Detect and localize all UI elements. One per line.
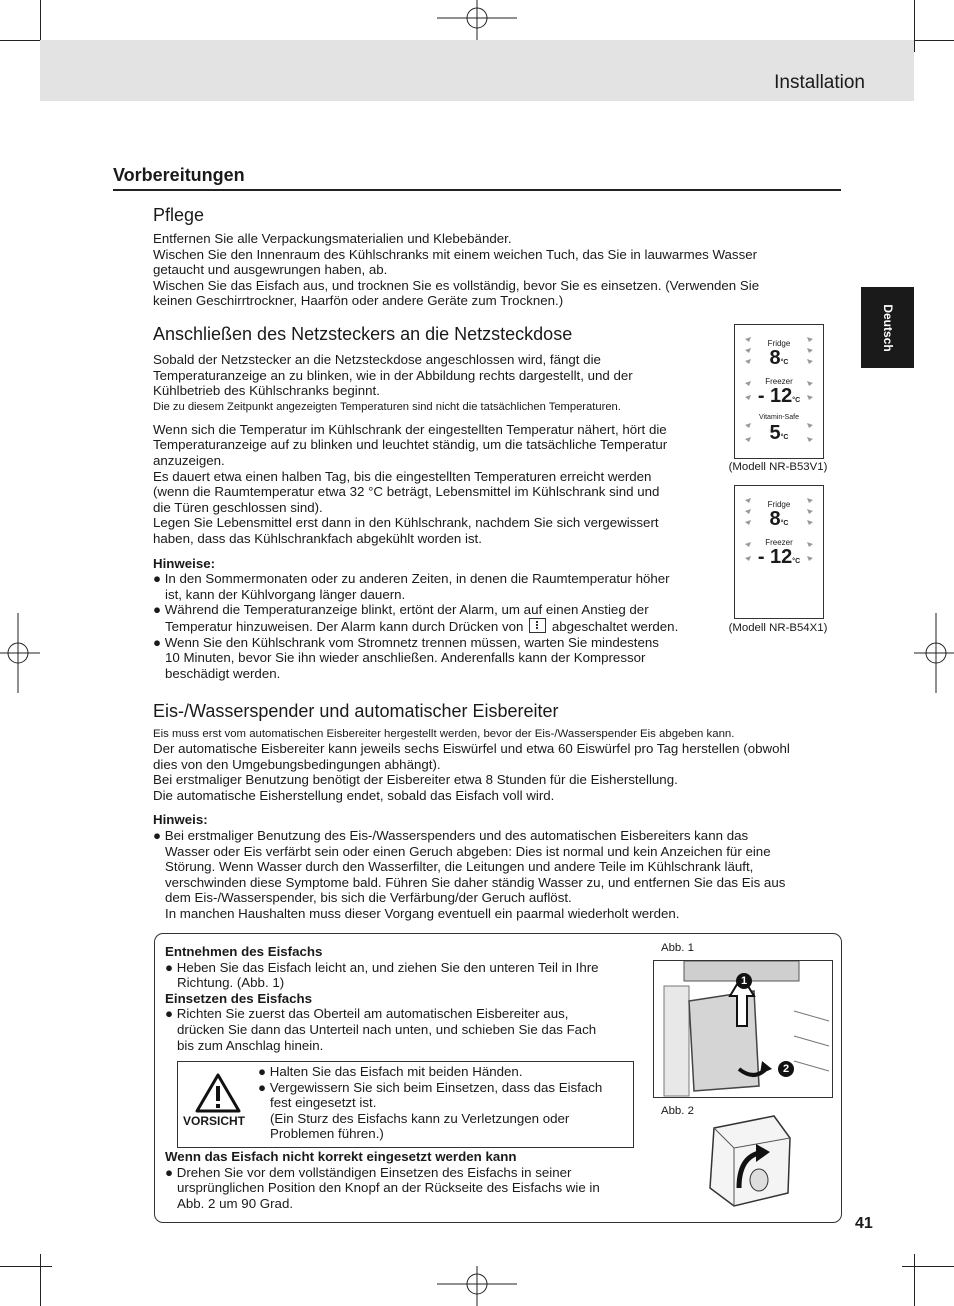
text-line: keinen Geschirrtrockner, Haarfön oder andere Geräte zum Trocknen.): [153, 293, 564, 309]
language-tab-label: Deutsch: [880, 303, 895, 352]
bullet-item: ● Während die Temperaturanzeige blinkt, ertönt der Alarm, um auf einen Anstieg der Temperatur hinzuweisen. Der Alarm kann durch Drücken von abgeschaltet werden.: [153, 602, 679, 634]
warning-triangle-icon: [195, 1073, 241, 1113]
hinweise-label: Hinweise:: [153, 555, 216, 571]
text-line: Bei erstmaliger Benutzung des Eis-/Wasserspenders und des automatischen Eisbereiters kann das: [164, 827, 749, 843]
text-line: dem Eis-/Wasserspender, bis sich die Verfärbung/der Geruch auflöst.: [165, 890, 572, 906]
registration-mark-top: [437, 0, 517, 40]
display-label: Freezer: [765, 377, 793, 386]
display-label: Vitamin-Safe: [759, 414, 799, 421]
text-line: Die automatische Eisherstellung endet, sobald das Eisfach voll wird.: [153, 787, 555, 803]
netz-text: [153, 352, 723, 681]
registration-mark-right: [914, 613, 954, 693]
text-line: Legen Sie Lebensmittel erst dann in den Kühlschrank, nachdem Sie sich vergewissert: [153, 515, 659, 531]
caution-label: VORSICHT: [183, 1114, 246, 1128]
display-label: Freezer: [765, 538, 793, 547]
registration-mark-bottom: [437, 1266, 517, 1306]
language-tab: [861, 287, 914, 368]
eis-small-line: Eis muss erst vom automatischen Eisbereiter hergestellt werden, bevor der Eis-/Wasserspender Eis abgeben kann.: [153, 728, 735, 740]
text-line: Kühlbetrieb des Kühlschranks beginnt.: [153, 383, 380, 399]
pflege-heading: Pflege: [153, 205, 205, 225]
temperature-display-nr-b54x1: [734, 485, 824, 619]
crop-mark: [914, 0, 915, 52]
header-section-label: Installation: [774, 72, 865, 93]
wenn-title: Wenn das Eisfach nicht korrekt eingesetzt werden kann: [165, 1149, 517, 1164]
wenn-instructions: Wenn das Eisfach nicht korrekt eingesetzt werden kann ● Drehen Sie vor dem vollständigen Einsetzen des Eisfachs in seiner ursprünglichen Position den Knopf an der Rückseite des Eisfachs wie in Abb. 2 um 90 Grad.: [165, 1149, 645, 1211]
display-label: Fridge: [767, 339, 791, 348]
eisfach-instructions: Entnehmen des Eisfachs ● Heben Sie das Eisfach leicht an, und ziehen Sie den unteren Teil in Ihre Richtung. (Abb. 1) Einsetzen des Eisfachs ● Richten Sie zuerst das Oberteil am automatischen Eisbereiter aus, drücken Sie dann das Unterteil nach unten, und schieben Sie das Fach bis zum Anschlag hinein.: [165, 944, 640, 1053]
abb1-figure: [653, 960, 833, 1098]
bullet-item: ● In den Sommermonaten oder zu anderen Zeiten, in denen die Raumtemperatur höher ist, kann der Kühlvorgang länger dauern.: [153, 571, 670, 602]
registration-mark-left: [0, 613, 40, 693]
display-value: - 12°C: [757, 546, 801, 568]
text-line: Temperaturanzeige auf zu blinken und leuchtet ständig, um die tatsächliche Temperatur: [153, 437, 668, 453]
text-line: getaucht und ausgewrungen haben, ab.: [153, 262, 388, 278]
display-caption: (Modell NR-B54X1): [728, 622, 828, 634]
crop-mark: [0, 1266, 52, 1267]
step-1-badge: 1: [736, 973, 752, 989]
crop-mark: [40, 1254, 41, 1306]
ice-tray-knob-illustration: [704, 1108, 796, 1210]
text-line: haben, dass das Kühlschrankfach abgekühlt worden ist.: [153, 530, 482, 546]
text-line: In manchen Haushalten muss dieser Vorgang eventuell ein paarmal wiederholt werden.: [165, 905, 680, 921]
netz-small-note: Die zu diesem Zeitpunkt angezeigten Temperaturen sind nicht die tatsächlichen Temperaturen.: [153, 400, 621, 413]
text-line: Es dauert etwa einen halben Tag, bis die eingestellten Temperaturen erreicht werden: [153, 468, 652, 484]
text-line: Temperaturanzeige an zu blinken, wie in der Abbildung rechts dargestellt, und der: [153, 367, 633, 383]
text-line: die Türen geschlossen sind).: [153, 499, 323, 515]
pflege-text: [153, 231, 843, 309]
abb1-label: Abb. 1: [661, 942, 694, 954]
display-caption: (Modell NR-B53V1): [728, 461, 828, 473]
abb2-label: Abb. 2: [661, 1105, 694, 1117]
hinweis-label: Hinweis:: [153, 812, 208, 828]
temperature-display-nr-b53v1: [734, 324, 824, 459]
crop-mark: [902, 1266, 954, 1267]
text-line: Entfernen Sie alle Verpackungsmaterialien und Klebebänder.: [153, 231, 512, 246]
text-line: verschwinden diese Symptome bald. Führen Sie daher ständig Wasser zu, und entfernen Sie das Eis aus: [165, 874, 786, 890]
text-line: Wasser oder Eis verfärbt sein oder einen Geruch abgeben: Dies ist normal und kein Anzeichen für eine: [165, 843, 771, 859]
page-number: 41: [855, 1215, 873, 1232]
display-value: 8°C: [769, 347, 789, 369]
text-line: (wenn die Raumtemperatur etwa 32 °C beträgt, Lebensmittel im Kühlschrank sind und: [153, 484, 660, 500]
eis-heading: Eis-/Wasserspender und automatischer Eisbereiter: [153, 701, 559, 721]
display-value: 8°C: [769, 508, 789, 530]
crop-mark: [914, 1254, 915, 1306]
caution-text: ● Halten Sie das Eisfach mit beiden Händen. ● Vergewissern Sie sich beim Einsetzen, dass das Eisfach fest eingesetzt ist. (Ein Sturz des Eisfachs kann zu Verletzungen oder Problemen führen.): [258, 1064, 603, 1142]
display-value: 5°C: [769, 422, 789, 444]
bullet-item: ● Wenn Sie den Kühlschrank vom Stromnetz trennen müssen, warten Sie mindestens 10 Minuten, bevor Sie ihn wieder anschließen. Anderenfalls kann der Kompressor beschädigt werden.: [153, 634, 659, 681]
text-line: Der automatische Eisbereiter kann jeweils sechs Eiswürfel und etwa 60 Eiswürfel pro Tag herstellen (obwohl: [153, 741, 790, 756]
display-label: Fridge: [767, 500, 791, 509]
text-line: Wenn sich die Temperatur im Kühlschrank der eingestellten Temperatur nähert, hört die: [153, 421, 667, 437]
netz-heading: Anschließen des Netzsteckers an die Netzsteckdose: [153, 324, 573, 344]
text-line: anzuzeigen.: [153, 452, 225, 468]
text-line: Sobald der Netzstecker an die Netzsteckdose angeschlossen wird, fängt die: [153, 352, 601, 367]
text-line: Bei erstmaliger Benutzung benötigt der Eisbereiter etwa 8 Stunden für die Eisherstellung.: [153, 772, 678, 788]
step-2-badge: 2: [778, 1061, 794, 1077]
text-line: dies von den Umgebungsbedingungen abhängt).: [153, 756, 441, 772]
text-line: Wischen Sie das Eisfach aus, und trocknen Sie es vollständig, bevor Sie es einsetzen. (Verwenden Sie: [153, 277, 760, 293]
text-line: Störung. Wenn Wasser durch den Wasserfilter, die Leitungen und andere Teile im Kühlschrank läuft,: [165, 859, 754, 875]
display-value: - 12°C: [757, 385, 801, 407]
text-line: Wischen Sie den Innenraum des Kühlschranks mit einem weichen Tuch, das Sie in lauwarmes Wasser: [153, 246, 758, 262]
title-rule: [113, 189, 841, 191]
page-title: Vorbereitungen: [113, 165, 245, 185]
entnehmen-title: Entnehmen des Eisfachs: [165, 944, 323, 959]
eis-text: Eis muss erst vom automatischen Eisbereiter hergestellt werden, bevor der Eis-/Wasserspender Eis abgeben kann. Der automatische Eisbereiter kann jeweils sechs Eiswürfel und etwa 60 Eiswürfel pro Tag herstellen (obwohl dies von den Umgebungsbedingungen abhängt). Bei erstmaliger Benutzung benötigt der Eisbereiter etwa 8 Stunden für die Eisherstellung. Die automatische Eisherstellung endet, sobald das Eisfach voll wird. Hinweis: ● Bei erstmaliger Benutzung des Eis-/Wasserspenders und des automatischen Eisbereiters kann das Wasser oder Eis verfärbt sein oder einen Geruch abgeben: Dies ist normal und kein Anzeichen für eine Störung. Wenn Wasser durch den Wasserfilter, die Leitungen und andere Teile im Kühlschrank läuft, verschwinden diese Symptome bald. Führen Sie daher ständig Wasser zu, und entfernen Sie das Eis aus dem Eis-/Wasserspender, bis sich die Verfärbung/der Geruch auflöst. In manchen Haushalten muss dieser Vorgang eventuell ein paarmal wiederholt werden.: [153, 727, 843, 922]
einsetzen-title: Einsetzen des Eisfachs: [165, 990, 313, 1006]
alarm-button-icon: [529, 618, 546, 633]
